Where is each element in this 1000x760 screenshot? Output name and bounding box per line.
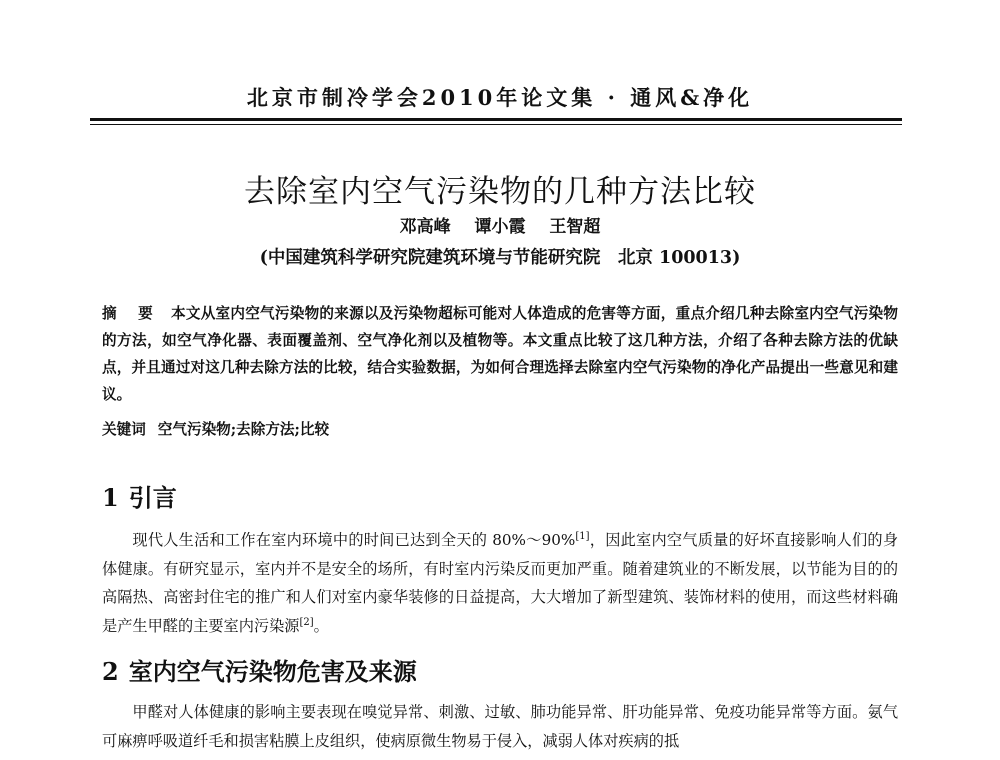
paper-title: 去除室内空气污染物的几种方法比较: [244, 174, 756, 210]
abstract: [102, 300, 898, 408]
author-list: [0, 212, 1000, 237]
author-name: 王智超: [549, 217, 601, 237]
citation-ref[interactable]: [1]: [575, 530, 590, 542]
keywords-text: 空气污染物;去除方法;比较: [157, 421, 330, 438]
paragraph-text: 。: [313, 616, 329, 635]
section-paragraph: 甲醛对人体健康的影响主要表现在嗅觉异常、刺激、过敏、肺功能异常、肝功能异常、免疫功能异常等方面。氨气可麻痹呼吸道纤毛和损害粘膜上皮组织，使病原微生物易于侵入，减弱人体对疾病的抵: [102, 703, 898, 750]
abstract-label: 摘 要: [102, 305, 162, 322]
author-name: 谭小霞: [474, 217, 526, 237]
keywords-label: 关键词: [102, 421, 146, 438]
author-name: 邓高峰: [399, 217, 451, 237]
section-number: 1: [102, 483, 119, 512]
header-rule-thick: [90, 118, 902, 121]
affiliation: (中国建筑科学研究院建筑环境与节能研究院 北京 100013): [259, 248, 741, 268]
abstract-text: 本文从室内空气污染物的来源以及污染物超标可能对人体造成的危害等方面，重点介绍几种去除室内空气污染物的方法，如空气净化器、表面覆盖剂、空气净化剂以及植物等。本文重点比较了这几种方法，介绍了各种去除方法的优缺点，并且通过对这几种去除方法的比较，结合实验数据，为如何合理选择去除室内空气污染物的净化产品提出一些意见和建议。: [102, 305, 898, 403]
running-header: 北京市制冷学会2010年论文集 · 通风&净化: [246, 85, 754, 110]
keywords: [102, 416, 898, 443]
paragraph-text: ，因此室内空气质量的好坏直接影响人们的身体健康。有研究显示，室内并不是安全的场所，有时室内污染反而更加严重。随着建筑业的不断发展，以节能为目的的高隔热、高密封住宅的推广和人们对室内豪华装修的日益提高，大大增加了新型建筑、装饰材料的使用，而这些材料确是产生甲醛的主要室内污染源: [102, 531, 899, 635]
section-number: 2: [102, 657, 119, 686]
citation-ref[interactable]: [2]: [299, 616, 314, 628]
paragraph-text: 现代人生活和工作在室内环境中的时间已达到全天的 80%～90%: [132, 531, 576, 549]
section-title-text: 室内空气污染物危害及来源: [128, 657, 417, 686]
section-title-text: 引言: [128, 483, 177, 512]
section-paragraph: [102, 526, 898, 640]
header-rule-thin: [90, 124, 902, 125]
section-heading-pollutant-hazards: [102, 652, 417, 687]
section-heading-introduction: [102, 478, 177, 513]
